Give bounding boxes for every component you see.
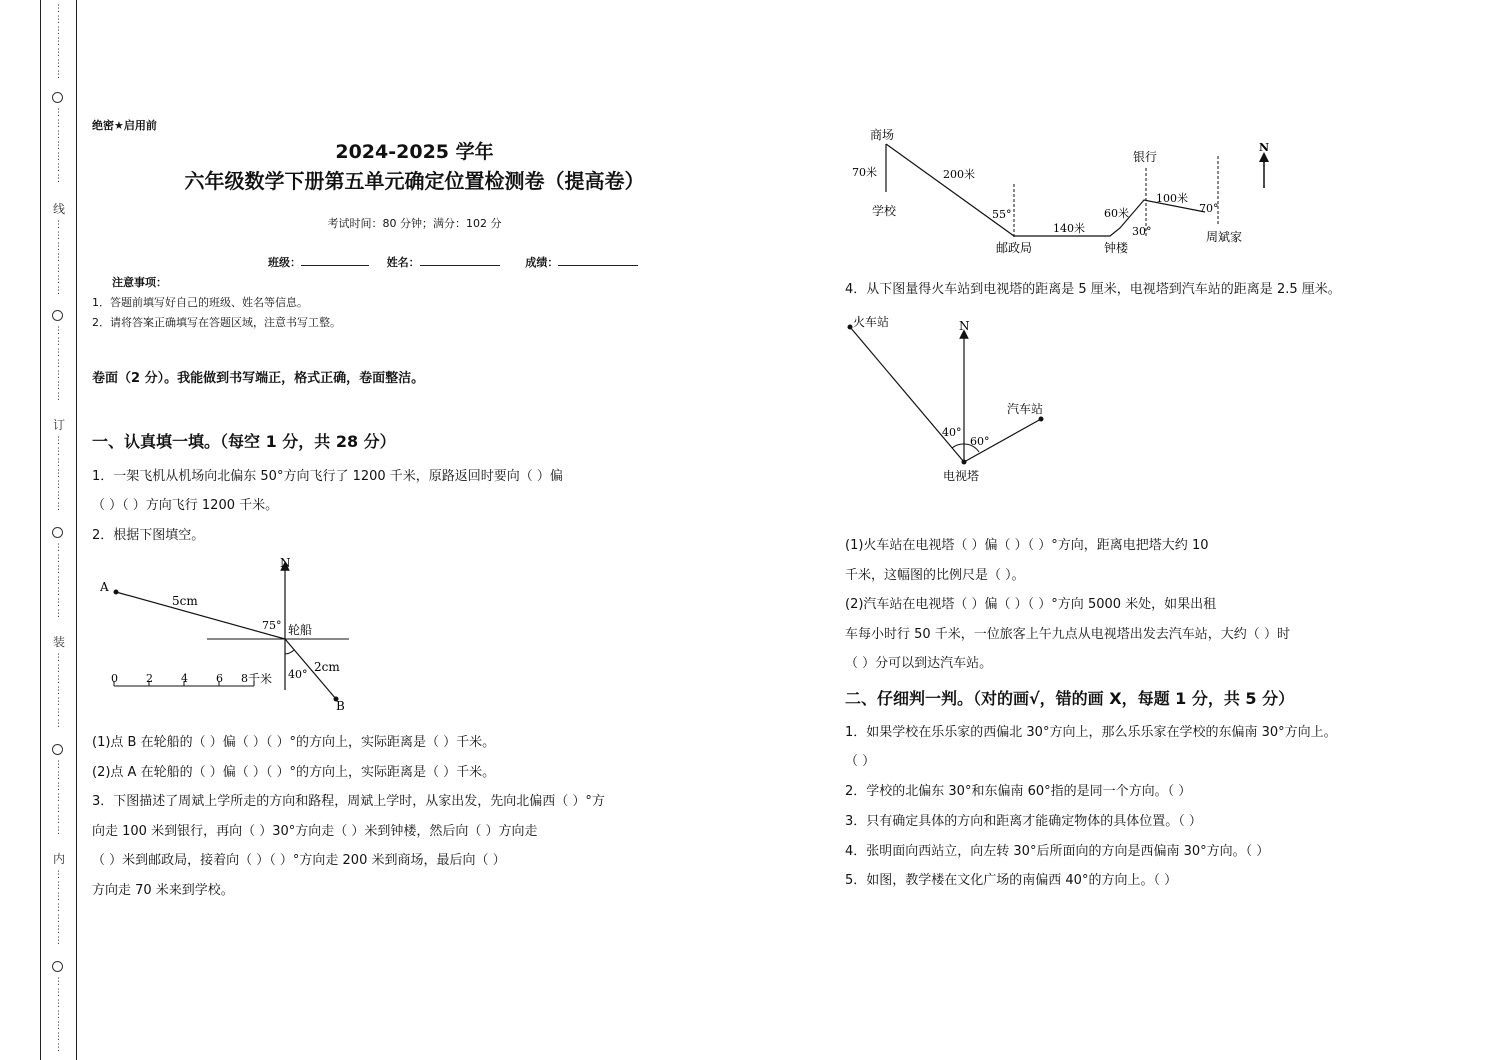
q4-text: 4．从下图量得火车站到电视塔的距离是 5 厘米，电视塔到汽车站的距离是 2.5 厘米。 [845, 282, 1341, 297]
north-label: N [959, 319, 970, 333]
judge-q2: 2．学校的北偏东 30°和东偏南 60°指的是同一个方向。（ ） [845, 784, 1192, 799]
binding-char: 内 [52, 852, 65, 866]
binding-dots: ⋮ ⋮ ⋮ ⋮ ⋮ ⋮ ⋮ [54, 4, 63, 80]
line-to-a [116, 592, 285, 639]
label-a: A [100, 580, 109, 594]
binding-dots: ⋮ ⋮ ⋮ ⋮ ⋮ ⋮ ⋮ [54, 977, 63, 1053]
binding-circle [52, 310, 63, 321]
school-label: 学校 [872, 204, 897, 218]
binding-dots: ⋮ ⋮ ⋮ ⋮ ⋮ ⋮ ⋮ [54, 326, 63, 402]
binding-dots: ⋮ ⋮ ⋮ ⋮ ⋮ ⋮ ⋮ [54, 436, 63, 512]
q3-line3: （ ）米到邮政局，接着向（ ）（ ）°方向走 200 米到商场，最后向（ ） [92, 853, 506, 868]
secret-label: 绝密★启用前 [92, 119, 157, 132]
label-b: B [336, 699, 345, 713]
binding-dots: ⋮ ⋮ ⋮ ⋮ ⋮ ⋮ ⋮ [54, 653, 63, 729]
section2-title: 二、仔细判一判。（对的画√，错的画 X，每题 1 分，共 5 分） [845, 689, 1295, 708]
tower-diagram [845, 312, 1065, 492]
judge-q4: 4．张明面向西站立，向左转 30°后所面向的方向是西偏南 30°方向。（ ） [845, 844, 1270, 859]
notes-item: 1．答题前填写好自己的班级、姓名等信息。 [92, 296, 308, 309]
angle-arc [285, 650, 294, 654]
q4-sub2-line3: （ ）分可以到达汽车站。 [845, 656, 993, 671]
section1-title: 一、认真填一填。（每空 1 分，共 28 分） [92, 432, 396, 451]
bell-label: 钟楼 [1104, 241, 1129, 255]
ship-diagram [92, 552, 362, 717]
q4-sub2-line2: 车每小时行 50 千米，一位旅客上午九点从电视塔出发去汽车站，大约（ ）时 [845, 627, 1290, 642]
q2-sub2: (2)点 A 在轮船的（ ）偏（ ）（ ）°的方向上，实际距离是（ ）千米。 [92, 765, 496, 780]
angle-b: 40° [288, 668, 308, 681]
binding-circle [52, 92, 63, 103]
point-a [114, 590, 119, 595]
dist-70: 70米 [852, 166, 877, 179]
q3-line2: 向走 100 米到银行，再向（ ）30°方向走（ ）米到钟楼，然后向（ ）方向走 [92, 824, 538, 839]
q4-sub1-line2: 千米，这幅图的比例尺是（ ）。 [845, 568, 1025, 583]
q3-line4: 方向走 70 米来到学校。 [92, 883, 234, 898]
q3-line1: 3．下图描述了周斌上学所走的方向和路程，周斌上学时，从家出发，先向北偏西（ ）°方 [92, 794, 605, 809]
q2-sub1: (1)点 B 在轮船的（ ）偏（ ）（ ）°的方向上，实际距离是（ ）千米。 [92, 735, 496, 750]
bus-point [1039, 417, 1044, 422]
score-field[interactable] [558, 254, 638, 266]
tower-label: 电视塔 [943, 469, 980, 483]
north-label: N [280, 556, 291, 570]
route-diagram [848, 124, 1268, 259]
scale-unit: 千米 [248, 672, 273, 686]
train-label: 火车站 [853, 315, 890, 329]
binding-circle [52, 744, 63, 755]
train-point [848, 325, 853, 330]
dist-140: 140米 [1053, 222, 1085, 235]
score-label: 成绩： [525, 256, 559, 269]
binding-dots: ⋮ ⋮ ⋮ ⋮ ⋮ ⋮ ⋮ [54, 760, 63, 836]
binding-dots: ⋮ ⋮ ⋮ ⋮ ⋮ ⋮ ⋮ [54, 108, 63, 184]
route-path [886, 144, 1205, 236]
angle-60: 60° [970, 435, 990, 448]
class-field[interactable] [301, 254, 369, 266]
scale-tick: 8 [241, 672, 248, 685]
dist-200: 200米 [943, 168, 975, 181]
post-label: 邮政局 [996, 241, 1033, 255]
binding-circle [52, 961, 63, 972]
binding-char: 装 [52, 635, 65, 649]
length-b: 2cm [314, 660, 340, 674]
binding-dots: ⋮ ⋮ ⋮ ⋮ ⋮ ⋮ ⋮ [54, 543, 63, 619]
tower-point [962, 460, 967, 465]
north-label: N [1259, 141, 1270, 154]
binding-right-line [76, 0, 77, 1060]
mall-label: 商场 [870, 128, 895, 142]
q4-sub1-line1: (1)火车站在电视塔（ ）偏（ ）（ ）°方向，距离电把塔大约 10 [845, 538, 1209, 553]
dist-100: 100米 [1156, 192, 1188, 205]
dist-60: 60米 [1104, 207, 1129, 220]
binding-dots: ⋮ ⋮ ⋮ ⋮ ⋮ ⋮ ⋮ [54, 870, 63, 946]
bus-label: 汽车站 [1007, 402, 1044, 416]
q1-line2: （ ）（ ）方向飞行 1200 千米。 [92, 498, 279, 513]
judge-q1-line1: 1．如果学校在乐乐家的西偏北 30°方向上，那么乐乐家在学校的东偏南 30°方向上。 [845, 725, 1337, 740]
q2-text: 2．根据下图填空。 [92, 528, 205, 543]
judge-q3: 3．只有确定具体的方向和距离才能确定物体的具体位置。（ ） [845, 814, 1202, 829]
exam-info: 考试时间：80 分钟；满分：102 分 [327, 217, 502, 230]
binding-margin [40, 0, 80, 1060]
binding-char: 线 [52, 202, 65, 216]
length-a: 5cm [172, 594, 198, 608]
notes-item: 2．请将答案正确填写在答题区域，注意书写工整。 [92, 316, 341, 329]
binding-circle [52, 527, 63, 538]
q4-sub2-line1: (2)汽车站在电视塔（ ）偏（ ）（ ）°方向 5000 米处，如果出租 [845, 597, 1217, 612]
exam-title: 六年级数学下册第五单元确定位置检测卷（提高卷） [184, 169, 645, 193]
ship-label: 轮船 [288, 623, 313, 637]
binding-left-line [40, 0, 41, 1060]
angle-70: 70° [1199, 202, 1219, 215]
angle-40: 40° [942, 426, 962, 439]
binding-dots: ⋮ ⋮ ⋮ ⋮ ⋮ ⋮ ⋮ [54, 220, 63, 296]
neatness-note: 卷面（2 分）。我能做到书写端正，格式正确，卷面整洁。 [92, 371, 425, 386]
angle-a: 75° [262, 619, 282, 632]
name-label: 姓名： [386, 256, 420, 269]
angle-55: 55° [992, 208, 1012, 221]
home-label: 周斌家 [1206, 230, 1243, 244]
scale-tick: 0 [111, 672, 118, 685]
notes-title: 注意事项： [112, 276, 167, 289]
exam-year: 2024-2025 学年 [335, 141, 494, 163]
name-field[interactable] [420, 254, 500, 266]
bank-label: 银行 [1133, 150, 1158, 164]
q1-line1: 1．一架飞机从机场向北偏东 50°方向飞行了 1200 千米，原路返回时要向（ ）偏 [92, 469, 563, 484]
scale-tick: 6 [216, 672, 223, 685]
judge-q5: 5．如图，教学楼在文化广场的南偏西 40°的方向上。（ ） [845, 873, 1178, 888]
line-to-train [850, 327, 964, 462]
class-label: 班级： [268, 256, 301, 269]
info-row [268, 254, 638, 270]
angle-30: 30° [1132, 225, 1152, 238]
binding-char: 订 [52, 418, 65, 432]
scale-tick: 2 [146, 672, 153, 685]
scale-tick: 4 [181, 672, 188, 685]
judge-q1-line2: （ ） [845, 754, 876, 769]
